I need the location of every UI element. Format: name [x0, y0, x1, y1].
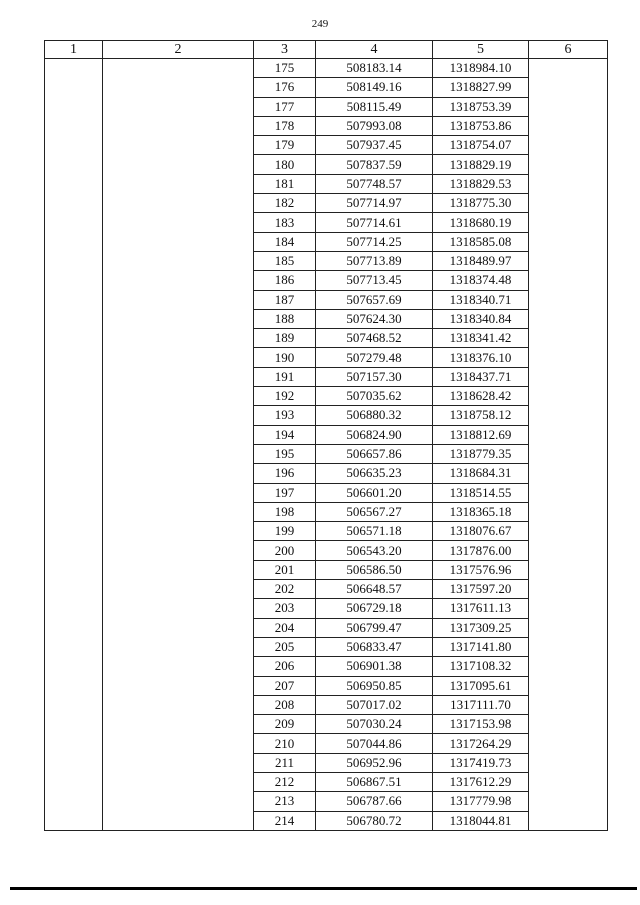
point-number-cell: 192: [254, 387, 316, 406]
column-6-cell: [529, 59, 608, 831]
y-coordinate-cell: 1317108.32: [433, 657, 529, 676]
y-coordinate-cell: 1318779.35: [433, 444, 529, 463]
point-number-cell: 198: [254, 502, 316, 521]
point-number-cell: 208: [254, 695, 316, 714]
y-coordinate-cell: 1318376.10: [433, 348, 529, 367]
y-coordinate-cell: 1318340.84: [433, 309, 529, 328]
y-coordinate-cell: 1318754.07: [433, 136, 529, 155]
x-coordinate-cell: 507035.62: [316, 387, 433, 406]
point-number-cell: 202: [254, 580, 316, 599]
point-number-cell: 210: [254, 734, 316, 753]
x-coordinate-cell: 507468.52: [316, 329, 433, 348]
point-number-cell: 186: [254, 271, 316, 290]
point-number-cell: 199: [254, 522, 316, 541]
x-coordinate-cell: 508149.16: [316, 78, 433, 97]
point-number-cell: 190: [254, 348, 316, 367]
y-coordinate-cell: 1317264.29: [433, 734, 529, 753]
point-number-cell: 212: [254, 772, 316, 791]
x-coordinate-cell: 507157.30: [316, 367, 433, 386]
bottom-rule: [10, 887, 637, 890]
x-coordinate-cell: 508183.14: [316, 59, 433, 78]
column-header-3: 3: [254, 41, 316, 59]
x-coordinate-cell: 507624.30: [316, 309, 433, 328]
x-coordinate-cell: 507993.08: [316, 116, 433, 135]
point-number-cell: 188: [254, 309, 316, 328]
point-number-cell: 196: [254, 464, 316, 483]
x-coordinate-cell: 507714.97: [316, 194, 433, 213]
y-coordinate-cell: 1318775.30: [433, 194, 529, 213]
x-coordinate-cell: 506824.90: [316, 425, 433, 444]
point-number-cell: 178: [254, 116, 316, 135]
y-coordinate-cell: 1318489.97: [433, 251, 529, 270]
point-number-cell: 181: [254, 174, 316, 193]
x-coordinate-cell: 506780.72: [316, 811, 433, 830]
y-coordinate-cell: 1317597.20: [433, 580, 529, 599]
x-coordinate-cell: 506867.51: [316, 772, 433, 791]
y-coordinate-cell: 1318680.19: [433, 213, 529, 232]
y-coordinate-cell: 1318684.31: [433, 464, 529, 483]
column-header-6: 6: [529, 41, 608, 59]
y-coordinate-cell: 1318076.67: [433, 522, 529, 541]
x-coordinate-cell: 506799.47: [316, 618, 433, 637]
point-number-cell: 200: [254, 541, 316, 560]
table-body: [45, 59, 608, 831]
x-coordinate-cell: 507017.02: [316, 695, 433, 714]
point-number-cell: 203: [254, 599, 316, 618]
point-number-cell: 209: [254, 715, 316, 734]
y-coordinate-cell: 1318585.08: [433, 232, 529, 251]
y-coordinate-cell: 1318628.42: [433, 387, 529, 406]
x-coordinate-cell: 507713.89: [316, 251, 433, 270]
x-coordinate-cell: 507279.48: [316, 348, 433, 367]
column-header-5: 5: [433, 41, 529, 59]
y-coordinate-cell: 1317095.61: [433, 676, 529, 695]
x-coordinate-cell: 506901.38: [316, 657, 433, 676]
point-number-cell: 184: [254, 232, 316, 251]
y-coordinate-cell: 1318812.69: [433, 425, 529, 444]
x-coordinate-cell: 506833.47: [316, 637, 433, 656]
table-row: [45, 59, 608, 78]
column-header-4: 4: [316, 41, 433, 59]
point-number-cell: 175: [254, 59, 316, 78]
y-coordinate-cell: 1318437.71: [433, 367, 529, 386]
point-number-cell: 205: [254, 637, 316, 656]
page-number: 249: [311, 18, 329, 30]
point-number-cell: 206: [254, 657, 316, 676]
point-number-cell: 191: [254, 367, 316, 386]
y-coordinate-cell: 1317419.73: [433, 753, 529, 772]
y-coordinate-cell: 1318514.55: [433, 483, 529, 502]
point-number-cell: 211: [254, 753, 316, 772]
point-number-cell: 214: [254, 811, 316, 830]
y-coordinate-cell: 1318829.19: [433, 155, 529, 174]
y-coordinate-cell: 1317141.80: [433, 637, 529, 656]
x-coordinate-cell: 506567.27: [316, 502, 433, 521]
x-coordinate-cell: 506787.66: [316, 792, 433, 811]
x-coordinate-cell: 506543.20: [316, 541, 433, 560]
y-coordinate-cell: 1318827.99: [433, 78, 529, 97]
y-coordinate-cell: 1318758.12: [433, 406, 529, 425]
point-number-cell: 183: [254, 213, 316, 232]
point-number-cell: 189: [254, 329, 316, 348]
point-number-cell: 185: [254, 251, 316, 270]
y-coordinate-cell: 1318374.48: [433, 271, 529, 290]
y-coordinate-cell: 1317153.98: [433, 715, 529, 734]
x-coordinate-cell: 506657.86: [316, 444, 433, 463]
x-coordinate-cell: 506635.23: [316, 464, 433, 483]
x-coordinate-cell: 507937.45: [316, 136, 433, 155]
point-number-cell: 201: [254, 560, 316, 579]
point-number-cell: 193: [254, 406, 316, 425]
y-coordinate-cell: 1317611.13: [433, 599, 529, 618]
coordinates-table: [44, 40, 608, 831]
y-coordinate-cell: 1318341.42: [433, 329, 529, 348]
header-row: [45, 41, 608, 59]
x-coordinate-cell: 507748.57: [316, 174, 433, 193]
x-coordinate-cell: 507837.59: [316, 155, 433, 174]
x-coordinate-cell: 506950.85: [316, 676, 433, 695]
x-coordinate-cell: 506729.18: [316, 599, 433, 618]
point-number-cell: 187: [254, 290, 316, 309]
column-1-cell: [45, 59, 103, 831]
x-coordinate-cell: 507713.45: [316, 271, 433, 290]
point-number-cell: 194: [254, 425, 316, 444]
x-coordinate-cell: 507030.24: [316, 715, 433, 734]
x-coordinate-cell: 506648.57: [316, 580, 433, 599]
point-number-cell: 195: [254, 444, 316, 463]
y-coordinate-cell: 1317876.00: [433, 541, 529, 560]
x-coordinate-cell: 506586.50: [316, 560, 433, 579]
x-coordinate-cell: 506880.32: [316, 406, 433, 425]
y-coordinate-cell: 1318340.71: [433, 290, 529, 309]
column-header-1: 1: [45, 41, 103, 59]
point-number-cell: 176: [254, 78, 316, 97]
y-coordinate-cell: 1317612.29: [433, 772, 529, 791]
column-header-2: 2: [103, 41, 254, 59]
x-coordinate-cell: 506601.20: [316, 483, 433, 502]
y-coordinate-cell: 1318753.39: [433, 97, 529, 116]
y-coordinate-cell: 1317779.98: [433, 792, 529, 811]
point-number-cell: 177: [254, 97, 316, 116]
y-coordinate-cell: 1318365.18: [433, 502, 529, 521]
point-number-cell: 180: [254, 155, 316, 174]
point-number-cell: 197: [254, 483, 316, 502]
point-number-cell: 179: [254, 136, 316, 155]
y-coordinate-cell: 1318984.10: [433, 59, 529, 78]
x-coordinate-cell: 507714.25: [316, 232, 433, 251]
y-coordinate-cell: 1318753.86: [433, 116, 529, 135]
column-2-cell: [103, 59, 254, 831]
x-coordinate-cell: 506571.18: [316, 522, 433, 541]
y-coordinate-cell: 1318829.53: [433, 174, 529, 193]
point-number-cell: 207: [254, 676, 316, 695]
x-coordinate-cell: 508115.49: [316, 97, 433, 116]
y-coordinate-cell: 1317576.96: [433, 560, 529, 579]
x-coordinate-cell: 507657.69: [316, 290, 433, 309]
point-number-cell: 204: [254, 618, 316, 637]
y-coordinate-cell: 1317309.25: [433, 618, 529, 637]
y-coordinate-cell: 1317111.70: [433, 695, 529, 714]
point-number-cell: 213: [254, 792, 316, 811]
y-coordinate-cell: 1318044.81: [433, 811, 529, 830]
x-coordinate-cell: 506952.96: [316, 753, 433, 772]
point-number-cell: 182: [254, 194, 316, 213]
x-coordinate-cell: 507714.61: [316, 213, 433, 232]
x-coordinate-cell: 507044.86: [316, 734, 433, 753]
